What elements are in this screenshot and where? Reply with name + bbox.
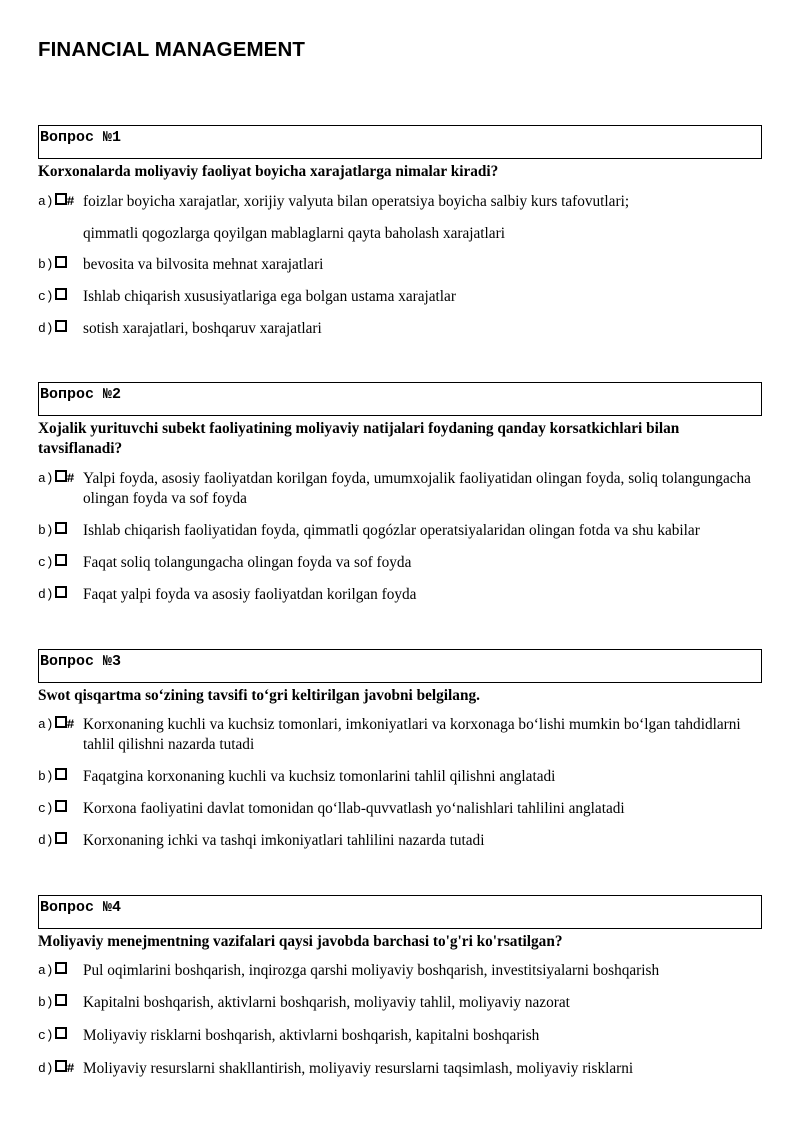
- checkbox-icon[interactable]: [55, 768, 67, 780]
- answer-text: Moliyaviy resurslarni shakllantirish, moliyaviy resurslarni taqsimlash, moliyaviy risklarni: [83, 1060, 634, 1077]
- checkbox-icon[interactable]: [55, 288, 67, 300]
- answer-text: Ishlab chiqarish xususiyatlariga ega bolgan ustama xarajatlar: [83, 288, 456, 305]
- checkbox-icon[interactable]: [55, 994, 67, 1006]
- correct-mark: #: [66, 1061, 75, 1076]
- answer-list: [38, 961, 762, 1081]
- checkbox-icon[interactable]: [55, 1060, 67, 1072]
- question-header: Вопрос №1: [38, 125, 762, 159]
- checkbox-icon[interactable]: [55, 800, 67, 812]
- checkbox-icon[interactable]: [55, 522, 67, 534]
- answer-marker: a): [38, 961, 67, 981]
- checkbox-icon[interactable]: [55, 470, 67, 482]
- answer-marker: d): [38, 585, 67, 605]
- checkbox-icon[interactable]: [55, 586, 67, 598]
- answer-text: Faqat soliq tolangungacha olingan foyda va sof foyda: [83, 554, 412, 571]
- answer-option-c[interactable]: [38, 553, 762, 573]
- answer-text: bevosita va bilvosita mehnat xarajatlari: [83, 256, 324, 273]
- answer-text: Ishlab chiqarish faoliyatidan foyda, qimmatli qogózlar operatsiyalaridan olingan fotda va shu kabilar: [83, 522, 700, 539]
- checkbox-icon[interactable]: [55, 256, 67, 268]
- answer-list: [38, 715, 762, 855]
- document-title: FINANCIAL MANAGEMENT: [38, 38, 305, 61]
- answer-option-b[interactable]: [38, 255, 762, 275]
- question-2: [38, 382, 762, 459]
- answer-text: foizlar boyicha xarajatlar, xorijiy valyuta bilan operatsiya boyicha salbiy kurs tafovutlari;: [83, 193, 630, 210]
- answer-marker: b): [38, 255, 67, 275]
- answer-option-a[interactable]: [38, 469, 762, 509]
- answer-marker: c): [38, 553, 67, 573]
- answer-marker: d): [38, 831, 67, 851]
- correct-mark: #: [66, 471, 75, 486]
- answer-option-d[interactable]: [38, 831, 762, 851]
- answer-text: Korxonaning ichki va tashqi imkoniyatlari tahlilini nazarda tutadi: [83, 832, 485, 849]
- question-header: Вопрос №4: [38, 895, 762, 929]
- question-4: [38, 895, 762, 952]
- answer-text: Moliyaviy risklarni boshqarish, aktivlarni boshqarish, kapitalni boshqarish: [83, 1027, 540, 1044]
- answer-marker: b): [38, 993, 67, 1013]
- answer-text: Korxona faoliyatini davlat tomonidan qo‘llab-quvvatlash yo‘nalishlari tahlilini anglatadi: [83, 800, 625, 817]
- answer-option-c[interactable]: [38, 799, 762, 819]
- answer-marker: d): [38, 319, 67, 339]
- answer-text: Faqatgina korxonaning kuchli va kuchsiz tomonlarini tahlil qilishni anglatadi: [83, 768, 556, 785]
- answer-text-continuation: qimmatli qogozlarga qoyilgan mablaglarni qayta baholash xarajatlari: [83, 225, 505, 242]
- answer-text: Kapitalni boshqarish, aktivlarni boshqarish, moliyaviy tahlil, moliyaviy nazorat: [83, 994, 570, 1011]
- answer-option-c[interactable]: [38, 1026, 762, 1046]
- checkbox-icon[interactable]: [55, 193, 67, 205]
- answer-option-b[interactable]: [38, 993, 762, 1013]
- question-text: Korxonalarda moliyaviy faoliyat boyicha xarajatlarga nimalar kiradi?: [38, 163, 499, 180]
- correct-mark: #: [66, 194, 75, 209]
- answer-marker: c): [38, 799, 67, 819]
- answer-marker: b): [38, 521, 67, 541]
- answer-text: Faqat yalpi foyda va asosiy faoliyatdan korilgan foyda: [83, 586, 417, 603]
- question-header: Вопрос №2: [38, 382, 762, 416]
- answer-list: [38, 192, 762, 352]
- checkbox-icon[interactable]: [55, 554, 67, 566]
- answer-option-b[interactable]: [38, 767, 762, 787]
- answer-marker: d) #: [38, 1061, 75, 1076]
- answer-option-b[interactable]: [38, 521, 762, 541]
- checkbox-icon[interactable]: [55, 962, 67, 974]
- answer-text: sotish xarajatlari, boshqaruv xarajatlari: [83, 320, 322, 337]
- answer-text: Yalpi foyda, asosiy faoliyatdan korilgan foyda, umumxojalik faoliyatidan olingan foyda, soliq tolangungacha olingan foyda va sof foyda: [83, 470, 751, 507]
- answer-text: Pul oqimlarini boshqarish, inqirozga qarshi moliyaviy boshqarish, investitsiyalarni boshqarish: [83, 962, 660, 979]
- answer-text: Korxonaning kuchli va kuchsiz tomonlari, imkoniyatlari va korxonaga bo‘lishi mumkin bo‘lgan tahdidlarni tahlil qilishni nazarda tutadi: [83, 716, 741, 753]
- answer-marker: c): [38, 1026, 67, 1046]
- answer-marker: a) #: [38, 194, 75, 209]
- answer-marker: a) #: [38, 717, 75, 732]
- question-text: Moliyaviy menejmentning vazifalari qaysi javobda barchasi to'g'ri ko'rsatilgan?: [38, 933, 563, 950]
- answer-option-d[interactable]: [38, 319, 762, 339]
- question-header: Вопрос №3: [38, 649, 762, 683]
- answer-option-d[interactable]: [38, 1059, 762, 1079]
- question-text: Xojalik yurituvchi subekt faoliyatining moliyaviy natijalari foydaning qanday korsatkichlari bilan tavsiflanadi?: [38, 420, 680, 457]
- question-text: Swot qisqartma so‘zining tavsifi to‘gri keltirilgan javobni belgilang.: [38, 687, 480, 704]
- answer-option-d[interactable]: [38, 585, 762, 605]
- answer-marker: a) #: [38, 471, 75, 486]
- answer-marker: c): [38, 287, 67, 307]
- question-1: [38, 125, 762, 182]
- checkbox-icon[interactable]: [55, 320, 67, 332]
- checkbox-icon[interactable]: [55, 832, 67, 844]
- checkbox-icon[interactable]: [55, 1027, 67, 1039]
- answer-marker: b): [38, 767, 67, 787]
- answer-option-a[interactable]: [38, 715, 762, 755]
- answer-option-a[interactable]: [38, 192, 762, 244]
- answer-option-a[interactable]: [38, 961, 762, 981]
- correct-mark: #: [66, 717, 75, 732]
- question-3: [38, 649, 762, 706]
- answer-list: [38, 469, 762, 609]
- checkbox-icon[interactable]: [55, 716, 67, 728]
- answer-option-c[interactable]: [38, 287, 762, 307]
